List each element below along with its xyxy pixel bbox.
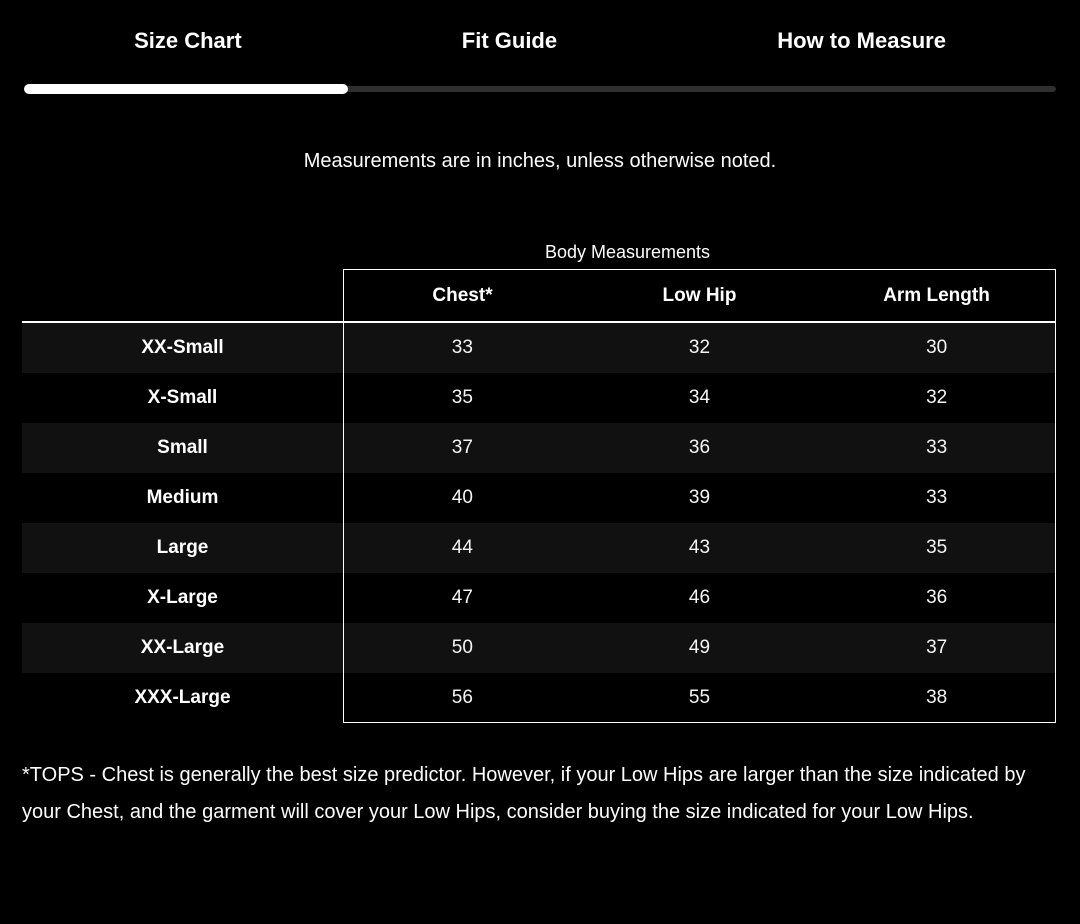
tab-how-to-measure[interactable]: How to Measure [777,28,946,53]
column-header-low-hip: Low Hip [662,284,737,306]
active-tab-indicator [24,84,348,94]
chest-value: 44 [343,523,581,573]
arm-length-value: 37 [818,623,1056,673]
chest-value: 47 [343,573,581,623]
low-hip-value: 43 [688,537,711,558]
chest-value: 33 [343,323,581,373]
arm-length-value: 33 [818,423,1056,473]
column-header-chest: Chest* [432,284,493,306]
low-hip-value: 55 [581,673,819,723]
size-label: XX-Small [141,337,224,358]
table-header-row [343,269,1056,321]
column-header-arm-length: Arm Length [883,284,990,306]
arm-length-value: 32 [818,373,1056,423]
body-measurements-label: Body Measurements [544,242,711,262]
low-hip-value: 36 [688,437,711,458]
tab-indicator-track [24,86,1056,92]
chest-value: 40 [343,473,581,523]
arm-length-value: 36 [818,573,1056,623]
size-label: Small [157,437,208,458]
size-label: X-Small [147,387,218,408]
arm-length-value: 38 [818,673,1056,723]
table-row [22,673,1056,723]
low-hip-value: 32 [688,337,711,358]
table-row [22,323,1056,373]
table-row [22,423,1056,473]
units-note: Measurements are in inches, unless otherwise noted. [303,150,777,172]
size-label: Medium [146,487,219,508]
size-label: XXX-Large [134,687,231,708]
size-chart-tabs [24,28,1056,54]
table-row [22,373,1056,423]
arm-length-value: 33 [818,473,1056,523]
tops-sizing-footnote: *TOPS - Chest is generally the best size predictor. However, if your Low Hips are larger than the size indicated by your Chest, and the garment will cover your Low Hips, consider buying the size indicated for your Low Hips. [22,764,1026,823]
low-hip-value: 39 [688,487,711,508]
chest-value: 50 [343,623,581,673]
table-row [22,523,1056,573]
low-hip-value: 49 [688,637,711,658]
low-hip-value: 46 [688,587,711,608]
size-label: X-Large [147,587,218,608]
table-row [22,573,1056,623]
arm-length-value: 35 [818,523,1056,573]
tab-fit-guide[interactable]: Fit Guide [461,28,558,53]
table-row [22,473,1056,523]
chest-value: 37 [343,423,581,473]
low-hip-value: 34 [688,387,711,408]
size-chart-table [22,269,1056,723]
arm-length-value: 30 [818,323,1056,373]
size-label: Large [156,537,209,558]
chest-value: 35 [343,373,581,423]
table-row [22,623,1056,673]
size-label: XX-Large [140,637,225,658]
tab-size-chart[interactable]: Size Chart [134,28,242,53]
chest-value: 56 [343,673,581,723]
table-body [22,323,1056,723]
